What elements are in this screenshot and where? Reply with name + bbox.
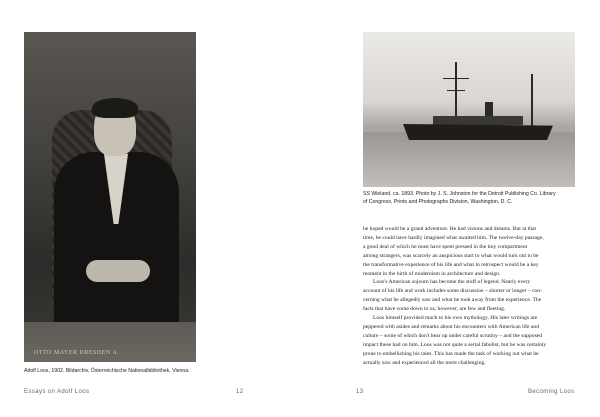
text-line: peppered with asides and remarks about his encounters with American life and — [363, 323, 539, 330]
photo-studio-stamp — [24, 322, 196, 362]
ship-yard — [443, 78, 469, 79]
text-line: culture – some of which don't hear up under careful scrutiny – and the supposed — [363, 332, 543, 339]
ship-deck — [433, 116, 523, 125]
right-photo-caption — [363, 190, 583, 206]
figure-hair — [92, 98, 138, 118]
left-photo-caption: Adolf Loos, 1902. Bildarchiv, Österreichische Nationalbibliothek, Vienna. — [24, 368, 190, 374]
text-line: among strangers, was scarcely an auspicious start to what would turn out to be — [363, 252, 539, 259]
caption-line: of Congress, Prints and Photographs Division, Washington, D. C. — [363, 199, 513, 205]
right-running-footer: Becoming Loos — [528, 389, 575, 395]
text-line: prone to embellishing his tales. This has made the task of working out what he — [363, 350, 539, 357]
right-page-number: 13 — [356, 389, 364, 395]
right-page — [300, 0, 600, 417]
text-line: actually saw and experienced all the more challenging. — [363, 359, 486, 366]
caption-line: SS Wieland, ca. 1893. Photo by J. S. Johnston for the Detroit Publishing Co. Library — [363, 191, 556, 197]
text-line: impact these had on him. Loos was not quite a serial fabulist, but he was certainly — [363, 341, 547, 348]
portrait-photograph — [24, 32, 196, 362]
left-running-footer: Essays on Adolf Loos — [24, 389, 90, 395]
text-line: time, he could have hardly imagined what awaited him. The twelve-day passage, — [363, 234, 544, 241]
left-page-number: 12 — [236, 389, 244, 395]
text-line: facts that have come down to us, however, are few and fleeting. — [363, 306, 506, 313]
text-line: account of his life and work includes some discussion – shorter or longer – con- — [363, 288, 542, 295]
text-line: Loos's American sojourn has become the stuff of legend. Nearly every — [373, 279, 531, 286]
text-line: moment in the birth of modernism in architecture and design. — [363, 270, 501, 277]
body-text — [363, 225, 583, 368]
text-line: cerning what he allegedly saw and what he took away from the experience. The — [363, 297, 542, 304]
sea-area — [363, 132, 575, 187]
steamship-photograph — [363, 32, 575, 187]
ship-yard — [447, 90, 465, 91]
text-line: he hoped would be a grand adventure. He had visions and dreams. But at that — [363, 226, 537, 232]
ship-mast-aft — [531, 74, 533, 126]
stamp-text: OTTO MAYER DRESDEN A. — [34, 350, 120, 356]
text-line: Loos himself provided much to his own mythology. His later writings are — [373, 315, 538, 322]
text-line: the transformative experience of his life and what in retrospect would be a key — [363, 261, 539, 268]
text-line: a good deal of which he must have spent pressed in the tiny compartment — [363, 243, 528, 250]
ship-mast-fore — [455, 62, 457, 124]
figure-hands — [86, 260, 150, 282]
ship-hull — [403, 124, 553, 140]
